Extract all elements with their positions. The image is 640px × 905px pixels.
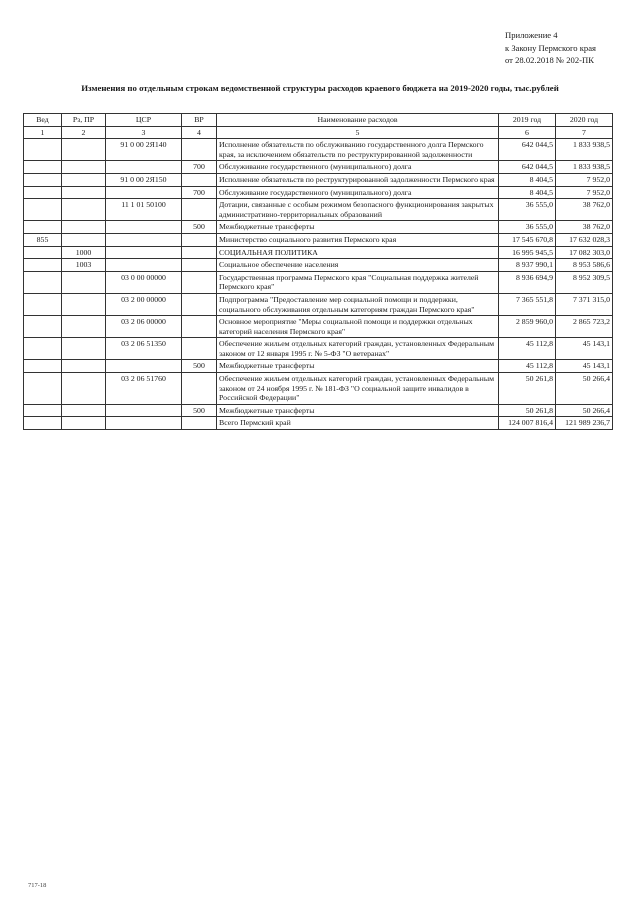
cell-name: Межбюджетные трансферты (217, 221, 499, 234)
cell-name: Социальное обеспечение населения (217, 259, 499, 272)
cell-vr (182, 233, 217, 246)
cell-2020: 7 952,0 (556, 186, 613, 199)
table-header-row (24, 114, 613, 127)
cell-vr: 500 (182, 404, 217, 417)
cell-csr (106, 233, 182, 246)
cell-rzpr (62, 161, 106, 174)
column-number: 1 (24, 126, 62, 139)
column-number: 4 (182, 126, 217, 139)
cell-vr (182, 199, 217, 221)
cell-ved (24, 139, 62, 161)
table-row (24, 373, 613, 405)
cell-2020: 50 266,4 (556, 404, 613, 417)
cell-csr (106, 259, 182, 272)
column-number: 6 (499, 126, 556, 139)
cell-rzpr (62, 360, 106, 373)
cell-ved (24, 161, 62, 174)
cell-ved (24, 373, 62, 405)
document-title: Изменения по отдельным строкам ведомственной структуры расходов краевого бюджета на 2019-2020 годы, тыс.рублей (81, 83, 559, 93)
cell-ved (24, 316, 62, 338)
cell-rzpr (62, 293, 106, 315)
table-row (24, 139, 613, 161)
table-row (24, 161, 613, 174)
cell-2020: 7 371 315,0 (556, 293, 613, 315)
table-row (24, 173, 613, 186)
cell-vr (182, 173, 217, 186)
column-number: 3 (106, 126, 182, 139)
appendix-line: от 28.02.2018 № 202-ПК (505, 55, 594, 65)
cell-rzpr (62, 404, 106, 417)
cell-2020: 17 082 303,0 (556, 246, 613, 259)
cell-2020: 2 865 723,2 (556, 316, 613, 338)
cell-rzpr (62, 173, 106, 186)
cell-vr: 500 (182, 221, 217, 234)
table-row (24, 360, 613, 373)
appendix-header (505, 29, 596, 67)
cell-csr (106, 417, 182, 430)
cell-2019: 8 936 694,9 (499, 271, 556, 293)
cell-csr (106, 246, 182, 259)
cell-2020: 1 833 938,5 (556, 161, 613, 174)
column-number-row (24, 126, 613, 139)
cell-rzpr (62, 139, 106, 161)
cell-name: Министерство социального развития Пермского края (217, 233, 499, 246)
cell-rzpr (62, 186, 106, 199)
cell-ved (24, 173, 62, 186)
cell-2019: 2 859 960,0 (499, 316, 556, 338)
cell-2019: 8 404,5 (499, 173, 556, 186)
column-header-rzpr: Рз, ПР (62, 114, 106, 127)
cell-ved (24, 338, 62, 360)
cell-name: Основное мероприятие "Меры социальной помощи и поддержки отдельных категорий населения Пермского края" (217, 316, 499, 338)
cell-name: Обеспечение жильем отдельных категорий граждан, установленных Федеральным законом от 24 ноября 1995 г. № 181-ФЗ "О социальной защите инвалидов в Российской Федерации" (217, 373, 499, 405)
cell-ved (24, 259, 62, 272)
cell-vr (182, 338, 217, 360)
cell-vr (182, 293, 217, 315)
cell-name: Дотации, связанные с особым режимом безопасного функционирования закрытых административно-территориальных образований (217, 199, 499, 221)
table-row (24, 316, 613, 338)
cell-2020: 1 833 938,5 (556, 139, 613, 161)
cell-ved (24, 271, 62, 293)
cell-name: Исполнение обязательств по обслуживанию государственного долга Пермского края, за исключением обязательств по реструктурированной задолженности (217, 139, 499, 161)
cell-ved (24, 293, 62, 315)
table-row (24, 404, 613, 417)
cell-ved (24, 221, 62, 234)
column-header-vr: ВР (182, 114, 217, 127)
cell-csr (106, 161, 182, 174)
table-row (24, 221, 613, 234)
cell-vr (182, 246, 217, 259)
cell-2020: 7 952,0 (556, 173, 613, 186)
cell-rzpr (62, 338, 106, 360)
cell-ved (24, 186, 62, 199)
column-header-csr: ЦСР (106, 114, 182, 127)
cell-2020: 17 632 028,3 (556, 233, 613, 246)
table-row (24, 246, 613, 259)
cell-name: Подпрограмма "Предоставление мер социальной помощи и поддержки, социального обслуживания отдельным категориям граждан Пермского края" (217, 293, 499, 315)
cell-name: Обслуживание государственного (муниципального) долга (217, 161, 499, 174)
cell-2019: 36 555,0 (499, 221, 556, 234)
cell-2020: 50 266,4 (556, 373, 613, 405)
cell-ved (24, 199, 62, 221)
table-row (24, 199, 613, 221)
column-header-2019: 2019 год (499, 114, 556, 127)
cell-vr: 500 (182, 360, 217, 373)
cell-csr (106, 221, 182, 234)
cell-csr: 11 1 01 50100 (106, 199, 182, 221)
footer-code: 717-18 (28, 882, 47, 889)
cell-2019: 45 112,8 (499, 360, 556, 373)
cell-rzpr (62, 199, 106, 221)
cell-2019: 50 261,8 (499, 404, 556, 417)
cell-vr (182, 316, 217, 338)
cell-name: Обслуживание государственного (муниципального) долга (217, 186, 499, 199)
cell-2020: 8 952 309,5 (556, 271, 613, 293)
cell-rzpr (62, 373, 106, 405)
cell-vr (182, 139, 217, 161)
cell-name: Исполнение обязательств по реструктурированной задолженности Пермского края (217, 173, 499, 186)
cell-2020: 8 953 586,6 (556, 259, 613, 272)
table-row (24, 233, 613, 246)
cell-2019: 642 044,5 (499, 139, 556, 161)
column-header-name: Наименование расходов (217, 114, 499, 127)
cell-csr: 03 2 00 00000 (106, 293, 182, 315)
cell-2020: 121 989 236,7 (556, 417, 613, 430)
cell-csr (106, 404, 182, 417)
column-number: 5 (217, 126, 499, 139)
cell-2019: 16 995 945,5 (499, 246, 556, 259)
budget-table (23, 113, 613, 430)
cell-2019: 36 555,0 (499, 199, 556, 221)
cell-csr: 03 2 06 00000 (106, 316, 182, 338)
cell-name: Межбюджетные трансферты (217, 360, 499, 373)
cell-csr: 91 0 00 2Я140 (106, 139, 182, 161)
cell-name: Межбюджетные трансферты (217, 404, 499, 417)
cell-name: Государственная программа Пермского края "Социальная поддержка жителей Пермского края" (217, 271, 499, 293)
cell-name: СОЦИАЛЬНАЯ ПОЛИТИКА (217, 246, 499, 259)
cell-rzpr: 1003 (62, 259, 106, 272)
cell-vr: 700 (182, 186, 217, 199)
cell-vr: 700 (182, 161, 217, 174)
cell-vr (182, 259, 217, 272)
table-body (24, 139, 613, 430)
cell-2019: 45 112,8 (499, 338, 556, 360)
cell-2019: 8 937 990,1 (499, 259, 556, 272)
cell-csr: 91 0 00 2Я150 (106, 173, 182, 186)
cell-name: Обеспечение жильем отдельных категорий граждан, установленных Федеральным законом от 12 января 1995 г. № 5-ФЗ "О ветеранах" (217, 338, 499, 360)
cell-2019: 17 545 670,8 (499, 233, 556, 246)
cell-2019: 642 044,5 (499, 161, 556, 174)
cell-2019: 124 007 816,4 (499, 417, 556, 430)
cell-csr: 03 0 00 00000 (106, 271, 182, 293)
appendix-line: к Закону Пермского края (505, 42, 596, 53)
table-row (24, 293, 613, 315)
appendix-line: Приложение 4 (505, 30, 558, 40)
cell-2020: 38 762,0 (556, 221, 613, 234)
cell-2020: 45 143,1 (556, 360, 613, 373)
column-number: 7 (556, 126, 613, 139)
cell-vr (182, 373, 217, 405)
cell-2020: 45 143,1 (556, 338, 613, 360)
table-row (24, 271, 613, 293)
table-row (24, 259, 613, 272)
cell-rzpr (62, 271, 106, 293)
cell-name: Всего Пермский край (217, 417, 499, 430)
cell-2019: 8 404,5 (499, 186, 556, 199)
table-row (24, 186, 613, 199)
table-row (24, 417, 613, 430)
cell-2020: 38 762,0 (556, 199, 613, 221)
table-row (24, 338, 613, 360)
cell-vr (182, 271, 217, 293)
cell-csr (106, 186, 182, 199)
cell-ved (24, 404, 62, 417)
cell-rzpr (62, 417, 106, 430)
column-header-2020: 2020 год (556, 114, 613, 127)
cell-ved (24, 246, 62, 259)
cell-2019: 50 261,8 (499, 373, 556, 405)
cell-2019: 7 365 551,8 (499, 293, 556, 315)
cell-ved: 855 (24, 233, 62, 246)
column-number: 2 (62, 126, 106, 139)
cell-rzpr (62, 233, 106, 246)
cell-csr: 03 2 06 51760 (106, 373, 182, 405)
cell-rzpr (62, 316, 106, 338)
cell-ved (24, 360, 62, 373)
cell-rzpr: 1000 (62, 246, 106, 259)
cell-rzpr (62, 221, 106, 234)
column-header-ved: Вед (24, 114, 62, 127)
cell-ved (24, 417, 62, 430)
cell-csr: 03 2 06 51350 (106, 338, 182, 360)
cell-csr (106, 360, 182, 373)
cell-vr (182, 417, 217, 430)
